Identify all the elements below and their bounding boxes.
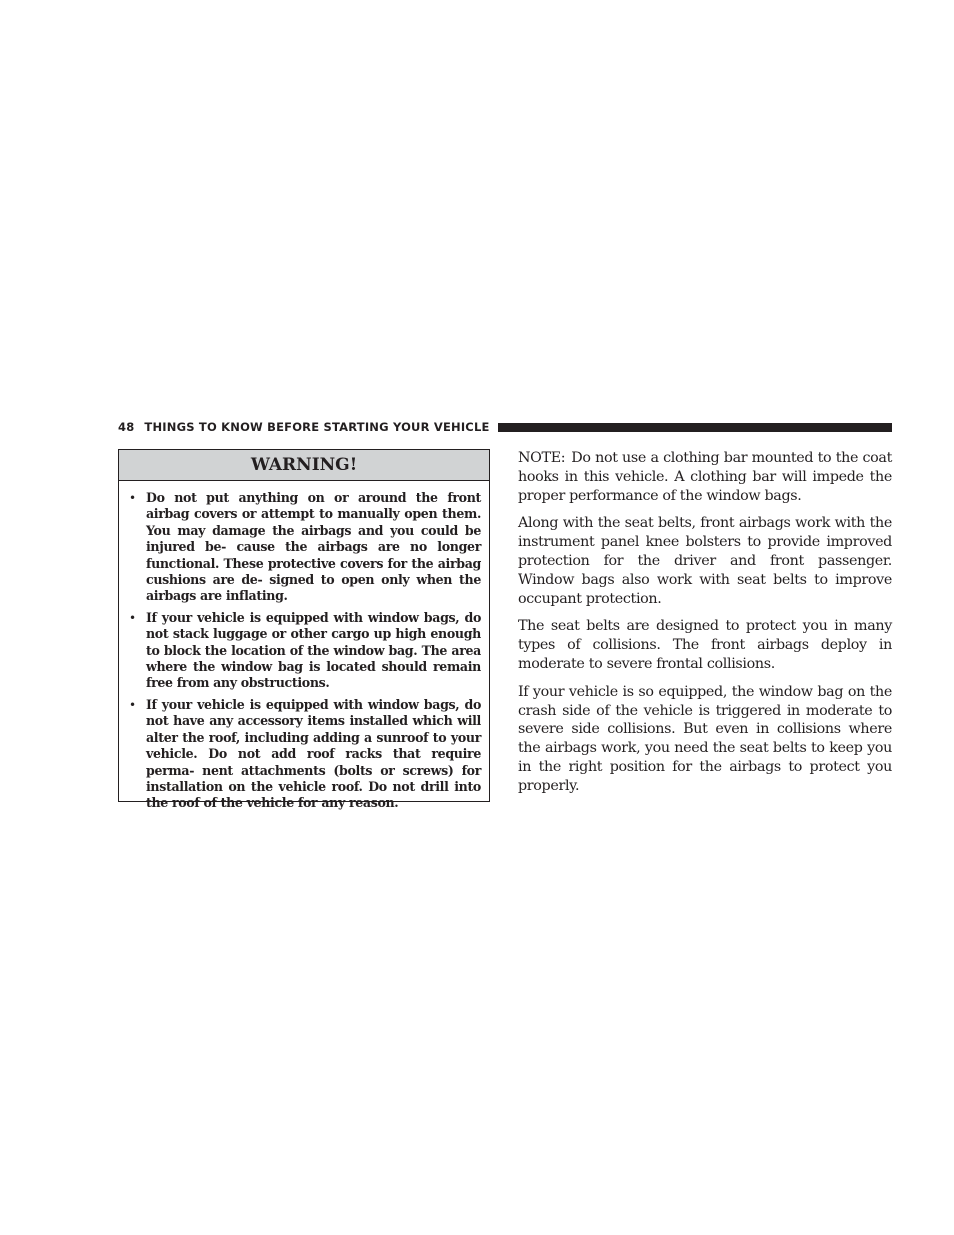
note-label: NOTE:: [518, 450, 566, 466]
bullet-icon: •: [129, 610, 137, 625]
warning-item-text: If your vehicle is equipped with window bags, do not stack luggage or other cargo up high enough to block the location of the window bag. The area where the window bag is located should remain free from any obstructions.: [146, 609, 481, 691]
header-rule: [498, 423, 892, 432]
section-title: THINGS TO KNOW BEFORE STARTING YOUR VEHICLE: [144, 420, 490, 434]
warning-item: [127, 610, 481, 692]
warning-item: [127, 697, 481, 812]
warning-title: WARNING!: [119, 450, 489, 481]
warning-item-text: Do not put anything on or around the front airbag covers or attempt to manually open them. You may damage the airbags and you could be injured be- cause the airbags are no longer functional. These protective covers for the airbag cushions are de- signed to open only when the airbags are inflating.: [146, 490, 481, 604]
bullet-icon: •: [129, 697, 137, 712]
warning-item-text: If your vehicle is equipped with window bags, do not have any accessory items installed which will alter the roof, including adding a sunroof to your vehicle. Do not add roof racks that require perma- nent attachments (bolts or screws) for installation on the vehicle roof. Do not drill into the roof of the vehicle for any reason.: [146, 696, 481, 811]
warning-box: [118, 449, 490, 811]
body-paragraph: The seat belts are designed to protect you in many types of collisions. The front airbags deploy in moderate to severe frontal collisions.: [518, 618, 892, 672]
note-paragraph: [518, 449, 892, 505]
body-paragraph: Along with the seat belts, front airbags work with the instrument panel knee bolsters to provide improved protection for the driver and front passenger. Window bags also work with seat belts to improve occupant protection.: [518, 515, 892, 607]
note-text: Do not use a clothing bar mounted to the coat hooks in this vehicle. A clothing bar will impede the proper performance of the window bags.: [518, 450, 892, 504]
bullet-icon: •: [129, 491, 137, 505]
body-column: [518, 449, 892, 805]
warning-list: [119, 481, 489, 812]
page-header: [118, 419, 892, 435]
warning-item: [127, 490, 481, 605]
body-paragraph: If your vehicle is so equipped, the window bag on the crash side of the vehicle is triggered in moderate to severe side collisions. But even in collisions where the airbags work, you need the seat belts to keep you in the right position for the airbags to protect you properly.: [518, 683, 892, 794]
page-number: 48: [118, 420, 135, 434]
